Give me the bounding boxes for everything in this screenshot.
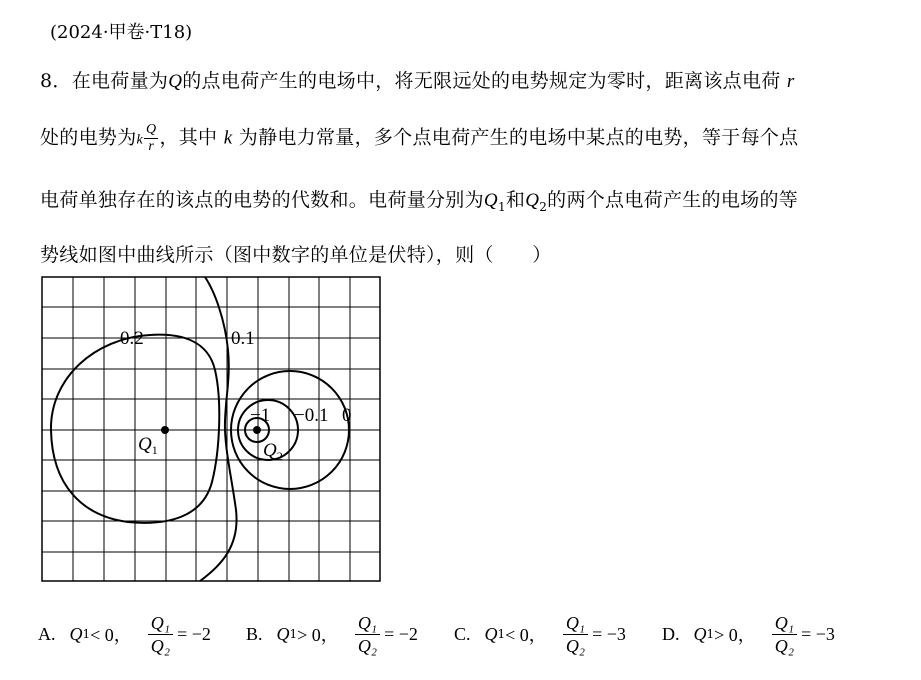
label-0.1: 0.1 <box>231 328 255 349</box>
label-minus-1: −1 <box>250 405 271 426</box>
question-line-3: 电荷单独存在的该点的电势的代数和。电荷量分别为$Q_1$和$Q_2$的两个点电荷产生的电场的等 <box>40 189 799 214</box>
question-source: (2024·甲卷·T18) <box>50 22 193 43</box>
option-c-ratio: $\frac{\text{Q₁}}{\text{Q₂}}$ <box>563 612 588 657</box>
option-b[interactable]: B. Q 1 > 0， $\frac{\text{Q₁}}{\text{Q₂}}$ = −2 <box>246 612 418 656</box>
charge-q2-dot <box>253 426 261 434</box>
charge-q1-dot <box>161 426 169 434</box>
option-c[interactable]: C. Q 1 < 0， $\frac{\text{Q₁}}{\text{Q₂}}$ = −3 <box>454 612 626 656</box>
question-line-1: 8．在电荷量为Q的点电荷产生的电场中，将无限远处的电势规定为零时，距离该点电荷 r <box>40 70 795 92</box>
potential-formula: $\frac{Q}{r}$ <box>146 122 157 154</box>
option-d[interactable]: D. Q 1 > 0， $\frac{\text{Q₁}}{\text{Q₂}}$ = −3 <box>662 612 835 656</box>
option-d-ratio: $\frac{\text{Q₁}}{\text{Q₂}}$ <box>772 612 797 657</box>
label-q1: $Q_1$ <box>138 434 158 457</box>
figure-grid <box>42 277 380 581</box>
question-line-4: 势线如图中曲线所示（图中数字的单位是伏特），则（ ） <box>40 244 552 266</box>
label-0: 0 <box>342 405 352 426</box>
question-number: 8． <box>40 70 72 92</box>
question-line-2: 处的电势为k $\frac{Q}{r}$ ，其中 k 为静电力常量，多个点电荷产生的电场中某点的电势，等于每个点 <box>40 122 799 154</box>
option-a-ratio: $\frac{\text{Q₁}}{\text{Q₂}}$ <box>148 612 173 657</box>
label-minus-0.1: −0.1 <box>294 405 329 426</box>
option-b-ratio: $\frac{\text{Q₁}}{\text{Q₂}}$ <box>355 612 380 657</box>
answer-options <box>38 604 918 664</box>
label-q2: $Q_2$ <box>263 440 283 463</box>
option-a[interactable]: A. Q 1 < 0， $\frac{\text{Q₁}}{\text{Q₂}}$ = −2 <box>38 612 211 656</box>
label-0.2: 0.2 <box>120 328 144 349</box>
